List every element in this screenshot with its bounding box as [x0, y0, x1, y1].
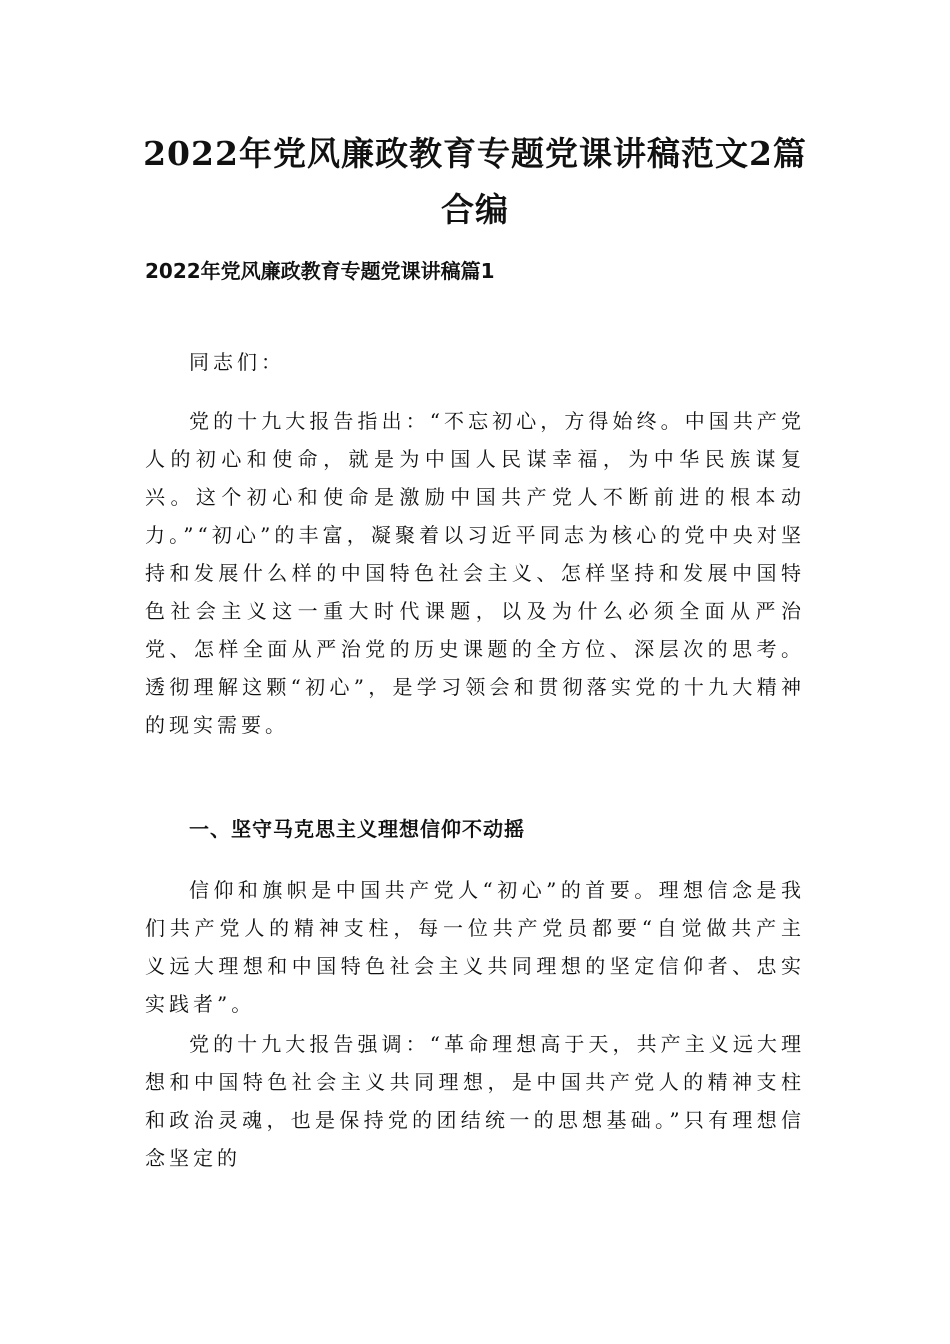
salutation: 同志们： — [189, 350, 285, 374]
section-heading: 一、坚守马克思主义理想信仰不动摇 — [189, 817, 525, 841]
document-title: 2022年党风廉政教育专题党课讲稿范文2篇合编 — [143, 134, 807, 229]
document-subtitle: 2022年党风廉政教育专题党课讲稿篇1 — [145, 259, 495, 283]
paragraph-1: 党的十九大报告指出：“不忘初心，方得始终。中国共产党人的初心和使命，就是为中国人民谋幸福，为中华民族谋复兴。这个初心和使命是激励中国共产党人不断前进的根本动力。”“初心”的丰富，凝聚着以习近平同志为核心的党中央对坚持和发展什么样的中国特色社会主义、怎样坚持和发展中国特色社会主义这一重大时代课题，以及为什么必须全面从严治党、怎样全面从严治党的历史课题的全方位、深层次的思考。透彻理解这颗“初心”，是学习领会和贯彻落实党的十九大精神的现实需要。 — [145, 409, 805, 737]
paragraph-2: 信仰和旗帜是中国共产党人“初心”的首要。理想信念是我们共产党人的精神支柱，每一位共产党员都要“自觉做共产主义远大理想和中国特色社会主义共同理想的坚定信仰者、忠实实践者”。 — [145, 878, 805, 1016]
paragraph-3: 党的十九大报告强调：“革命理想高于天，共产主义远大理想和中国特色社会主义共同理想，是中国共产党人的精神支柱和政治灵魂，也是保持党的团结统一的思想基础。”只有理想信念坚定的 — [145, 1032, 805, 1170]
